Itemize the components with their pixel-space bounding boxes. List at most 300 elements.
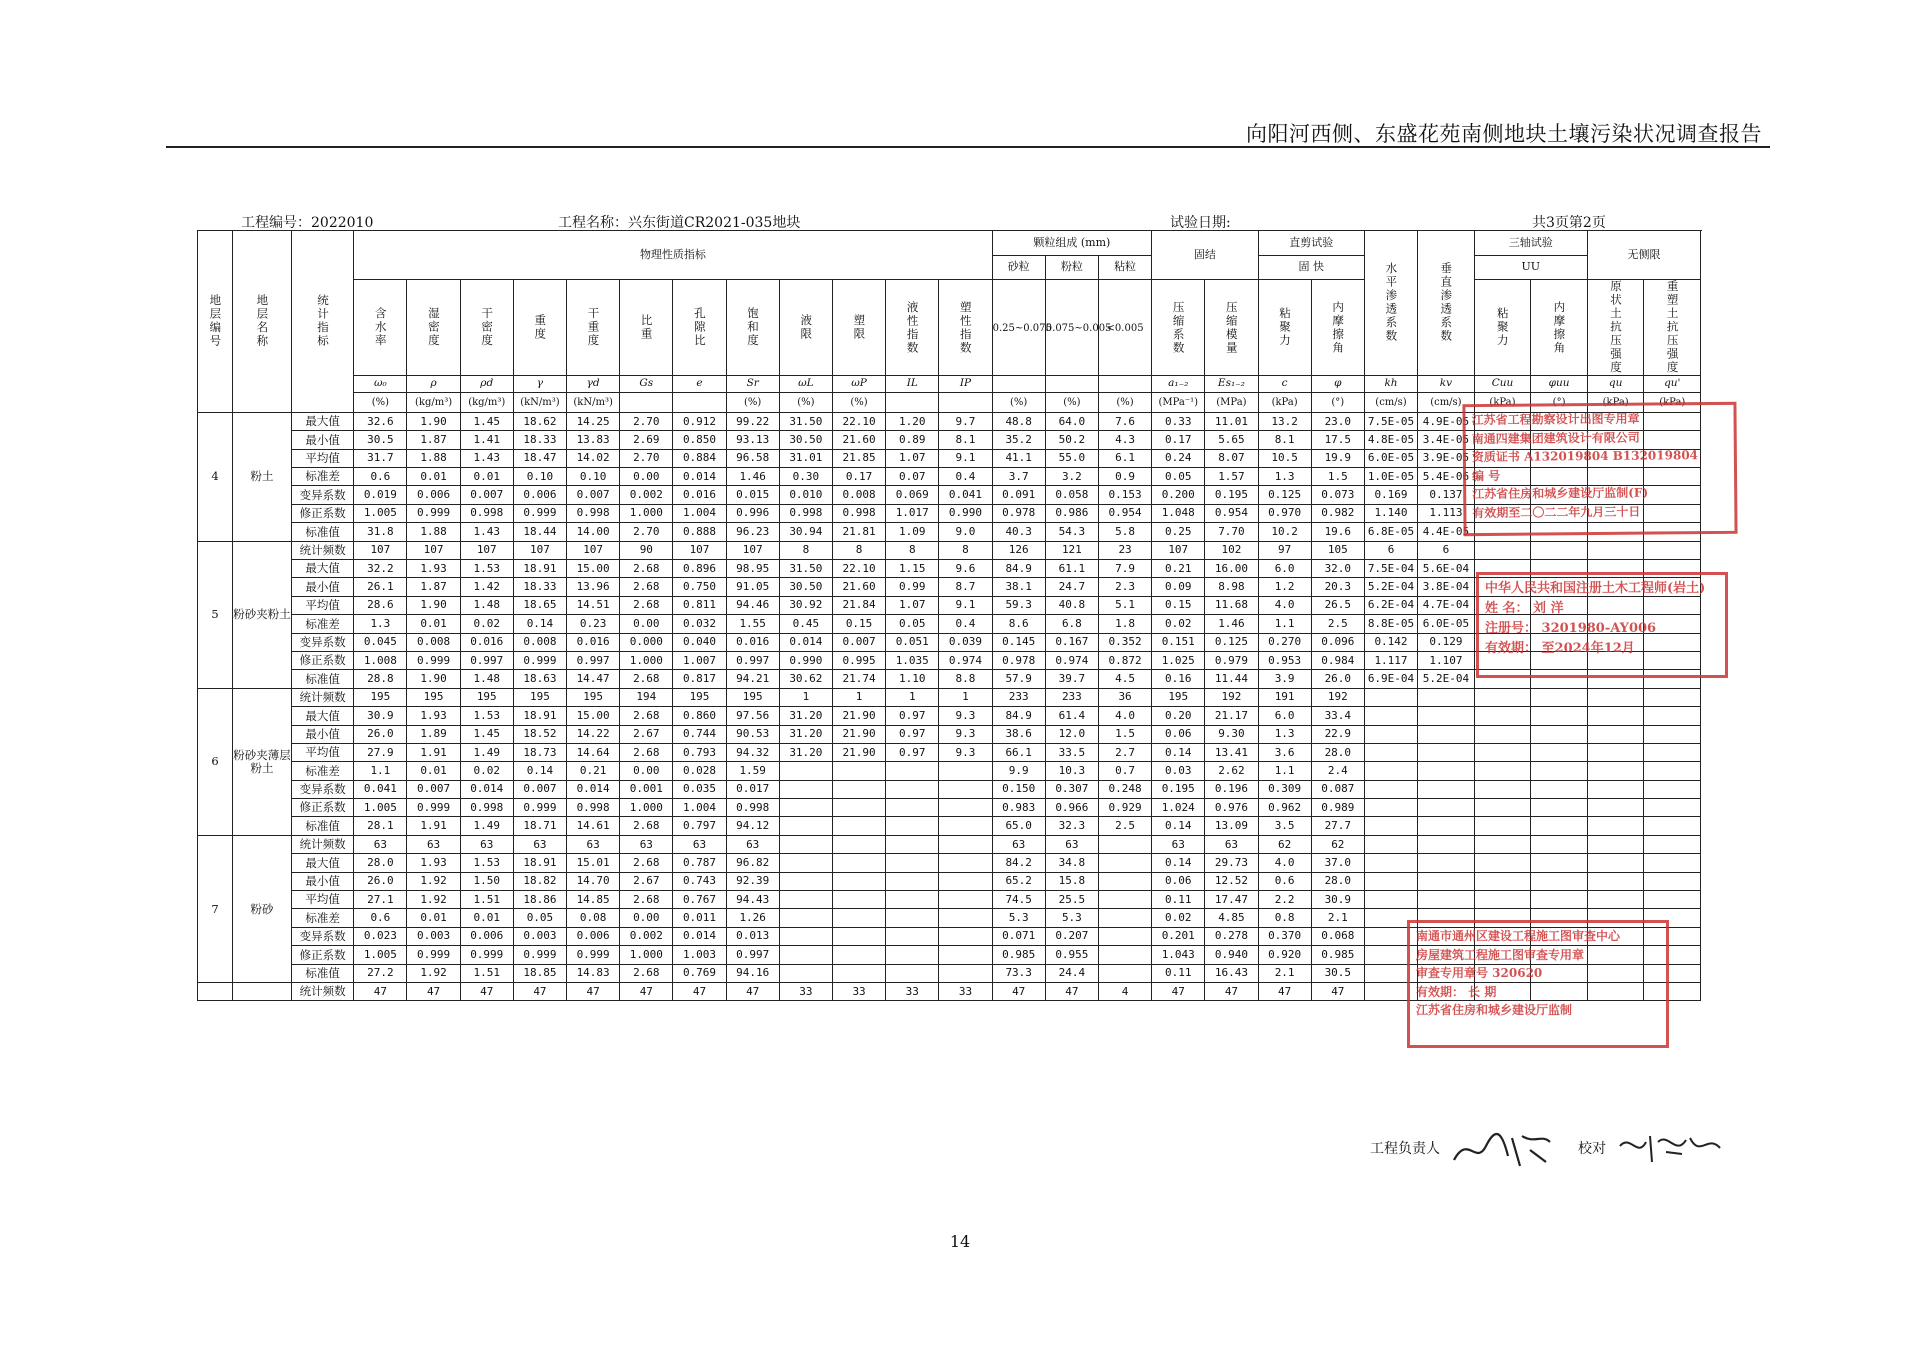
value-cell [1587,854,1644,872]
value-cell: 4.0 [1258,854,1311,872]
value-cell: 5.8 [1098,523,1151,541]
stat-label: 修正系数 [291,504,353,522]
value-cell: 5.2E-04 [1418,670,1475,688]
value-cell: 24.7 [1045,578,1098,596]
value-cell: 0.014 [779,633,832,651]
value-cell: 96.82 [726,854,779,872]
value-cell: 107 [460,541,513,559]
value-cell: 1.87 [407,578,460,596]
symbol-7: Sr [726,375,779,392]
value-cell: 0.998 [779,504,832,522]
value-cell: 1.07 [886,596,939,614]
value-cell: 0.978 [992,651,1045,669]
value-cell: 0.00 [620,762,673,780]
value-cell: 63 [1152,835,1205,853]
value-cell [779,964,832,982]
value-cell: 41.1 [992,449,1045,467]
value-cell: 15.00 [567,560,620,578]
value-cell: 47 [1258,982,1311,1000]
col-header-5: 比重 [620,280,673,376]
value-cell: 84.9 [992,560,1045,578]
value-cell: 47 [513,982,566,1000]
value-cell: 1.07 [886,449,939,467]
value-cell: 1.51 [460,891,513,909]
value-cell: 30.9 [354,707,407,725]
symbol-9: ωP [832,375,885,392]
value-cell: 7.6 [1098,412,1151,430]
value-cell [1531,725,1588,743]
value-cell: 0.45 [779,615,832,633]
value-cell: 0.201 [1152,927,1205,945]
stat-label: 最大值 [291,560,353,578]
value-cell: 1.93 [407,854,460,872]
value-cell: 0.01 [407,468,460,486]
value-cell: 13.41 [1205,743,1258,761]
value-cell: 1.50 [460,872,513,890]
stat-label: 平均值 [291,596,353,614]
col-header-4: 干重度 [567,280,620,376]
value-cell: 0.896 [673,560,726,578]
value-cell: 7.9 [1098,560,1151,578]
value-cell: 21.90 [832,743,885,761]
value-cell [939,891,992,909]
stat-label: 变异系数 [291,633,353,651]
value-cell [1531,688,1588,706]
value-cell: 0.01 [407,762,460,780]
symbol-16: Es₁₋₂ [1205,375,1258,392]
value-cell: 0.978 [992,504,1045,522]
value-cell: 0.01 [460,468,513,486]
value-cell [1587,780,1644,798]
value-cell: 66.1 [992,743,1045,761]
value-cell: 96.23 [726,523,779,541]
value-cell [1474,762,1531,780]
value-cell [1644,780,1701,798]
value-cell: 0.091 [992,486,1045,504]
value-cell: 63 [407,835,460,853]
symbol-4: γd [567,375,620,392]
value-cell: 92.39 [726,872,779,890]
value-cell: 1.000 [620,799,673,817]
value-cell: 0.17 [832,468,885,486]
value-cell: 30.94 [779,523,832,541]
value-cell: 18.85 [513,964,566,982]
value-cell: 0.99 [886,578,939,596]
value-cell: 0.769 [673,964,726,982]
symbol-10: IL [886,375,939,392]
value-cell: 0.195 [1205,486,1258,504]
value-cell: 0.999 [513,504,566,522]
value-cell: 1.005 [354,799,407,817]
value-cell: 18.62 [513,412,566,430]
value-cell: 126 [992,541,1045,559]
value-cell: 11.01 [1205,412,1258,430]
unit-17: (kPa) [1258,392,1311,412]
value-cell [886,854,939,872]
value-cell: 65.0 [992,817,1045,835]
stat-label: 统计频数 [291,688,353,706]
value-cell: 0.011 [673,909,726,927]
table-row [198,817,1701,835]
value-cell [939,964,992,982]
value-cell: 1.003 [673,946,726,964]
value-cell: 2.68 [620,743,673,761]
value-cell: 0.051 [886,633,939,651]
value-cell: 0.979 [1205,651,1258,669]
value-cell: 1.51 [460,964,513,982]
value-cell: 0.007 [460,486,513,504]
value-cell: 0.983 [992,799,1045,817]
value-cell: 90.53 [726,725,779,743]
value-cell: 1.46 [726,468,779,486]
value-cell: 28.8 [354,670,407,688]
value-cell: 18.91 [513,707,566,725]
header-rule [166,146,1770,148]
value-cell [886,872,939,890]
value-cell: 22.9 [1311,725,1364,743]
value-cell: 0.02 [1152,615,1205,633]
value-cell: 0.008 [832,486,885,504]
value-cell: 1.87 [407,431,460,449]
col-header-23: 原状土抗压强度 [1587,280,1644,376]
value-cell: 0.125 [1205,633,1258,651]
value-cell: 17.47 [1205,891,1258,909]
value-cell: 0.040 [673,633,726,651]
value-cell: 84.9 [992,707,1045,725]
stat-label: 最小值 [291,431,353,449]
value-cell [832,927,885,945]
value-cell: 0.013 [726,927,779,945]
value-cell [779,927,832,945]
value-cell [1418,872,1475,890]
value-cell: 0.817 [673,670,726,688]
value-cell: 4.9E-05 [1418,412,1475,430]
value-cell: 37.0 [1311,854,1364,872]
value-cell: 30.9 [1311,891,1364,909]
value-cell: 0.955 [1045,946,1098,964]
value-cell: 6 [1418,541,1475,559]
value-cell: 38.6 [992,725,1045,743]
value-cell: 35.2 [992,431,1045,449]
symbol-20: kv [1418,375,1475,392]
col-header-22: 内摩擦角 [1531,280,1588,376]
value-cell [1474,817,1531,835]
value-cell: 0.884 [673,449,726,467]
value-cell [886,927,939,945]
value-cell: 192 [1205,688,1258,706]
value-cell: 0.068 [1311,927,1364,945]
value-cell: 47 [407,982,460,1000]
page-number: 14 [949,1232,971,1251]
value-cell [832,909,885,927]
value-cell: 1.90 [407,670,460,688]
symbol-18: φ [1311,375,1364,392]
value-cell [1587,817,1644,835]
stat-label: 统计频数 [291,982,353,1000]
value-cell: 1.20 [886,412,939,430]
value-cell: 0.125 [1258,486,1311,504]
value-cell: 4.85 [1205,909,1258,927]
value-cell: 9.6 [939,560,992,578]
value-cell: 0.006 [460,927,513,945]
value-cell: 4.7E-04 [1418,596,1475,614]
value-cell [779,762,832,780]
value-cell: 0.007 [513,780,566,798]
value-cell: 63 [726,835,779,853]
review-seal-stamp: 南通市通州区建设工程施工图审查中心 房屋建筑工程施工图审查专用章 审查专用章号 320620 有效期： 长 期 江苏省住房和城乡建设厅监制 [1407,920,1669,1048]
value-cell: 0.982 [1311,504,1364,522]
layer-number [198,982,233,1000]
value-cell: 1.89 [407,725,460,743]
value-cell: 0.10 [513,468,566,486]
value-cell [939,927,992,945]
silt-header: 粉粒 [1045,255,1098,280]
value-cell: 18.71 [513,817,566,835]
value-cell: 0.15 [832,615,885,633]
value-cell: 98.95 [726,560,779,578]
value-cell: 107 [513,541,566,559]
value-cell: 6.0E-05 [1364,449,1417,467]
value-cell: 0.028 [673,762,726,780]
value-cell [1644,854,1701,872]
value-cell: 0.008 [513,633,566,651]
value-cell: 24.4 [1045,964,1098,982]
value-cell: 0.974 [939,651,992,669]
value-cell: 3.9 [1258,670,1311,688]
value-cell: 0.929 [1098,799,1151,817]
value-cell: 30.62 [779,670,832,688]
layer-name: 粉砂 [233,835,292,982]
value-cell: 0.997 [726,651,779,669]
value-cell: 21.60 [832,431,885,449]
value-cell: 0.21 [1152,560,1205,578]
value-cell: 97 [1258,541,1311,559]
layer-number-header: 地层编号 [198,231,233,413]
symbol-24: qu' [1644,375,1701,392]
value-cell [779,780,832,798]
value-cell: 1.004 [673,799,726,817]
value-cell: 0.014 [673,468,726,486]
value-cell: 23.0 [1311,412,1364,430]
value-cell: 1.92 [407,964,460,982]
value-cell: 0.016 [567,633,620,651]
table-row [198,762,1701,780]
col-header-14: <0.005 [1098,280,1151,376]
value-cell: 0.05 [1152,468,1205,486]
value-cell: 0.045 [354,633,407,651]
value-cell: 0.24 [1152,449,1205,467]
value-cell: 31.20 [779,707,832,725]
value-cell: 12.52 [1205,872,1258,890]
value-cell: 47 [1311,982,1364,1000]
value-cell: 0.23 [567,615,620,633]
value-cell: 0.15 [1152,596,1205,614]
value-cell: 0.142 [1364,633,1417,651]
value-cell [1531,872,1588,890]
stat-label: 最大值 [291,707,353,725]
value-cell: 1.017 [886,504,939,522]
layer-name [233,982,292,1000]
checker-signature [1616,1128,1726,1168]
value-cell [1418,707,1475,725]
value-cell: 1.88 [407,449,460,467]
value-cell: 0.97 [886,743,939,761]
table-row [198,780,1701,798]
value-cell: 3.8E-04 [1418,578,1475,596]
value-cell [939,780,992,798]
value-cell: 3.6 [1258,743,1311,761]
symbol-21: Cuu [1474,375,1531,392]
value-cell: 6.8E-05 [1364,523,1417,541]
value-cell: 27.1 [354,891,407,909]
value-cell: 0.169 [1364,486,1417,504]
value-cell: 5.1 [1098,596,1151,614]
value-cell [832,854,885,872]
value-cell: 1.53 [460,854,513,872]
col-header-10: 液性指数 [886,280,939,376]
value-cell [1531,762,1588,780]
value-cell: 0.002 [620,927,673,945]
value-cell: 84.2 [992,854,1045,872]
layer-name: 粉砂夹薄层粉土 [233,688,292,835]
value-cell: 21.84 [832,596,885,614]
col-header-7: 饱和度 [726,280,779,376]
value-cell: 1.09 [886,523,939,541]
value-cell: 34.8 [1045,854,1098,872]
value-cell: 195 [673,688,726,706]
value-cell [1587,762,1644,780]
value-cell: 32.0 [1311,560,1364,578]
value-cell: 29.73 [1205,854,1258,872]
value-cell: 63 [992,835,1045,853]
layer-name: 粉土 [233,412,292,541]
value-cell [1644,688,1701,706]
value-cell: 2.68 [620,891,673,909]
value-cell: 15.01 [567,854,620,872]
value-cell: 55.0 [1045,449,1098,467]
value-cell: 2.68 [620,817,673,835]
col-header-24: 重塑土抗压强度 [1644,280,1701,376]
value-cell: 0.248 [1098,780,1151,798]
symbol-0: ω₀ [354,375,407,392]
value-cell: 22.10 [832,560,885,578]
table-row [198,725,1701,743]
stat-label: 平均值 [291,449,353,467]
value-cell: 0.129 [1418,633,1475,651]
clay-header: 粘粒 [1098,255,1151,280]
value-cell: 195 [726,688,779,706]
value-cell [1474,541,1531,559]
symbol-17: c [1258,375,1311,392]
stat-label: 统计频数 [291,835,353,853]
value-cell: 0.954 [1098,504,1151,522]
value-cell [1644,725,1701,743]
value-cell: 1.46 [1205,615,1258,633]
value-cell: 1.1 [1258,615,1311,633]
value-cell: 14.85 [567,891,620,909]
value-cell: 6.0 [1258,707,1311,725]
value-cell: 0.014 [567,780,620,798]
symbol-2: ρd [460,375,513,392]
value-cell [1531,707,1588,725]
value-cell: 94.46 [726,596,779,614]
value-cell: 96.58 [726,449,779,467]
value-cell [1474,835,1531,853]
value-cell [1364,725,1417,743]
stat-label: 最小值 [291,578,353,596]
value-cell: 18.65 [513,596,566,614]
value-cell: 1.8 [1098,615,1151,633]
value-cell: 0.953 [1258,651,1311,669]
value-cell: 0.912 [673,412,726,430]
value-cell: 94.32 [726,743,779,761]
value-cell: 13.09 [1205,817,1258,835]
unit-12: (%) [992,392,1045,412]
value-cell: 0.007 [832,633,885,651]
stat-label: 变异系数 [291,927,353,945]
value-cell: 0.153 [1098,486,1151,504]
value-cell: 0.007 [567,486,620,504]
value-cell [832,872,885,890]
value-cell: 0.270 [1258,633,1311,651]
col-header-0: 含水率 [354,280,407,376]
value-cell: 2.70 [620,412,673,430]
value-cell: 26.5 [1311,596,1364,614]
value-cell [832,762,885,780]
value-cell: 1.26 [726,909,779,927]
value-cell: 2.5 [1098,817,1151,835]
consolidation-group-header: 固结 [1152,231,1258,280]
value-cell [1364,780,1417,798]
value-cell: 2.4 [1311,762,1364,780]
value-cell: 14.83 [567,964,620,982]
value-cell: 0.999 [407,946,460,964]
value-cell: 0.997 [726,946,779,964]
value-cell: 0.793 [673,743,726,761]
stat-label: 标准值 [291,670,353,688]
value-cell: 9.1 [939,596,992,614]
value-cell: 14.51 [567,596,620,614]
unit-0: (%) [354,392,407,412]
value-cell: 5.3 [992,909,1045,927]
stat-label: 标准值 [291,817,353,835]
value-cell: 7.5E-05 [1364,412,1417,430]
project-number: 工程编号：2022010 [241,215,374,231]
value-cell: 0.352 [1098,633,1151,651]
value-cell: 2.68 [620,707,673,725]
value-cell: 0.145 [992,633,1045,651]
value-cell: 28.0 [1311,743,1364,761]
value-cell: 2.68 [620,578,673,596]
value-cell: 94.21 [726,670,779,688]
value-cell: 11.68 [1205,596,1258,614]
value-cell: 47 [992,982,1045,1000]
value-cell: 21.74 [832,670,885,688]
value-cell: 191 [1258,688,1311,706]
value-cell: 27.7 [1311,817,1364,835]
value-cell: 4.0 [1258,596,1311,614]
leader-signature [1450,1126,1560,1170]
signature-line [1370,1128,1730,1168]
unconfined-header: 无侧限 [1587,231,1700,280]
table-meta [196,212,1696,232]
value-cell: 0.073 [1311,486,1364,504]
value-cell: 62 [1258,835,1311,853]
symbol-5: Gs [620,375,673,392]
value-cell: 0.008 [407,633,460,651]
value-cell [1531,854,1588,872]
value-cell: 0.000 [620,633,673,651]
